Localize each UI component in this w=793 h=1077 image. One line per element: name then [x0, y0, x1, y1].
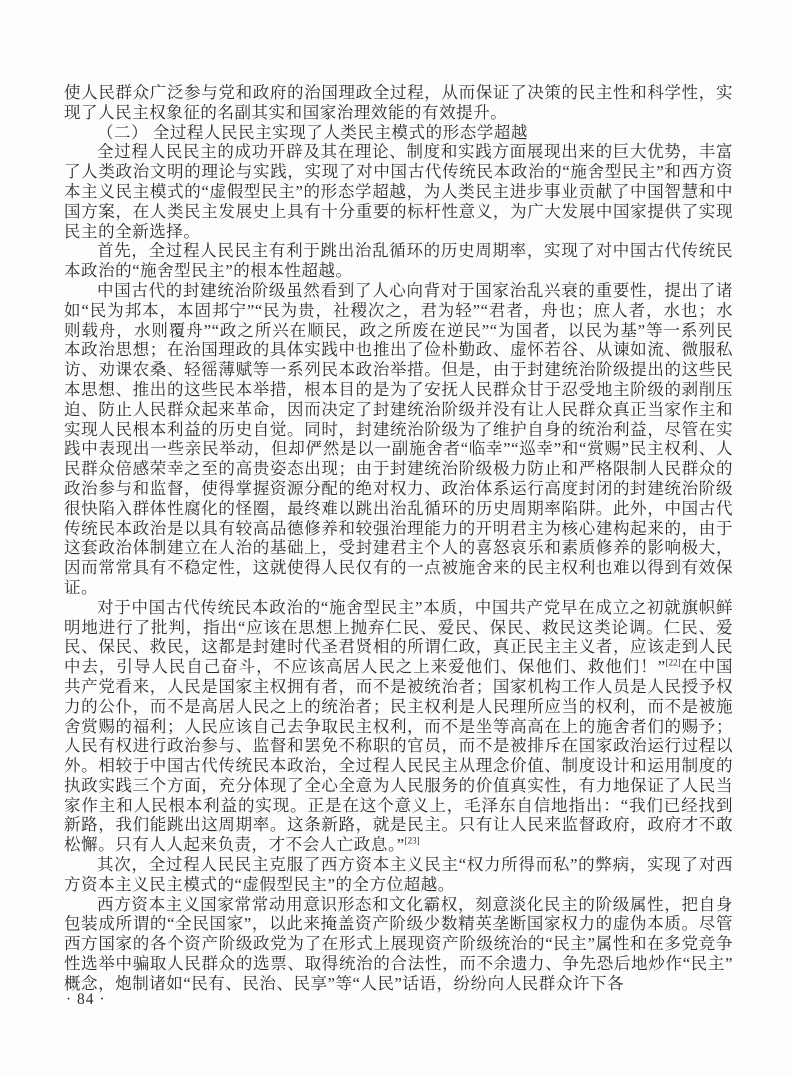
paragraph: 全过程人民民主的成功开辟及其在理论、制度和实践方面展现出来的巨大优势，丰富了人类政治文明的理论与实践，实现了对中国古代传统民本政治的“施舍型民主”和西方资本主义民主模式的“虚假型民主”的形态学超越，为人类民主进步事业贡献了中国智慧和中国方案，在人类民主发展史上具有十分重要的标杆性意义，为广大发展中国家提供了实现民主的全新选择。: [64, 142, 733, 241]
paragraph: 对于中国古代传统民本政治的“施舍型民主”本质，中国共产党早在成立之初就旗帜鲜明地进行了批判，指出“应该在思想上抛弃仁民、爱民、保民、救民这类论调。仁民、爱民、保民、救民，这都是封建时代圣君贤相的所谓仁政，真正民主主义者，应该走到人民中去，引导人民自己奋斗，不应该高居人民之上来爱他们、保他们、救他们！”[22]在中国共产党看来，人民是国家主权拥有者，而不是被统治者；国家机构工作人员是人民授予权力的公仆，而不是高居人民之上的统治者；民主权利是人民理所应当的权利，而不是被施舍赏赐的福利；人民应该自己去争取民主权利，而不是坐等高高在上的施舍者们的赐予；人民有权进行政治参与、监督和罢免不称职的官员，而不是被排斥在国家政治运行过程以外。相较于中国古代传统民本政治，全过程人民民主从理念价值、制度设计和运用制度的执政实践三个方面，充分体现了全心全意为人民服务的价值真实性，有力地保证了人民当家作主和人民根本利益的实现。正是在这个意义上，毛泽东自信地指出：“我们已经找到新路，我们能跳出这周期率。这条新路，就是民主。只有让人民来监督政府，政府才不敢松懈。只有人人起来负责，才不会人亡政息。”[23]: [64, 597, 733, 855]
page-number: · 84 ·: [66, 991, 106, 1008]
document-body: [64, 83, 733, 994]
paragraph: 西方资本主义国家常常动用意识形态和文化霸权，刻意淡化民主的阶级属性，把自身包装成所谓的“全民国家”，以此来掩盖资产阶级少数精英垄断国家权力的虚伪本质。尽管西方国家的各个资产阶级政党为了在形式上展现资产阶级统治的“民主”属性和在多党竞争性选举中骗取人民群众的选票、取得统治的合法性，而不余遗力、争先恐后地炒作“民主”概念，炮制诸如“民有、民治、民享”等“人民”话语，纷纷向人民群众许下各: [64, 894, 733, 993]
footnote-ref: [23]: [404, 835, 420, 846]
section-heading: （二） 全过程人民民主实现了人类民主模式的形态学超越: [97, 122, 528, 142]
paragraph: 中国古代的封建统治阶级虽然看到了人心向背对于国家治乱兴衰的重要性，提出了诸如“民为邦本，本固邦宁”“民为贵，社稷次之，君为轻”“君者，舟也；庶人者，水也；水则载舟，水则覆舟”“政之所兴在顺民，政之所废在逆民”“为国者，以民为基”等一系列民本政治思想；在治国理政的具体实践中也推出了俭朴勤政、虚怀若谷、从谏如流、微服私访、劝课农桑、轻徭薄赋等一系列民本政治举措。但是，由于封建统治阶级提出的这些民本思想、推出的这些民本举措，根本目的是为了安抚人民群众甘于忍受地主阶级的剥削压迫、防止人民群众起来革命，因而决定了封建统治阶级并没有让人民群众真正当家作主和实现人民根本利益的历史自觉。同时，封建统治阶级为了维护自身的统治利益，尽管在实践中表现出一些亲民举动，但却俨然是以一副施舍者“临幸”“巡幸”和“赏赐”民主权利、人民群众倍感荣幸之至的高贵姿态出现；由于封建统治阶级极力防止和严格限制人民群众的政治参与和监督，使得掌握资源分配的绝对权力、政治体系运行高度封闭的封建统治阶级很快陷入群体性腐化的怪圈，最终难以跳出治乱循环的历史周期率陷阱。此外，中国古代传统民本政治是以具有较高品德修养和较强治理能力的开明君主为核心建构起来的，由于这套政治体制建立在人治的基础上，受封建君主个人的喜怒哀乐和素质修养的影响极大，因而常常具有不稳定性，这就使得人民仅有的一点被施舍来的民主权利也难以得到有效保证。: [64, 280, 733, 597]
footnote-ref: [22]: [665, 657, 681, 668]
paragraph: 其次，全过程人民民主克服了西方资本主义民主“权力所得而私”的弊病，实现了对西方资本主义民主模式的“虚假型民主”的全方位超越。: [64, 855, 733, 894]
paragraph: 首先，全过程人民民主有利于跳出治乱循环的历史周期率，实现了对中国古代传统民本政治的“施舍型民主”的根本性超越。: [64, 241, 733, 281]
paragraph-continuation: 使人民群众广泛参与党和政府的治国理政全过程，从而保证了决策的民主性和科学性，实现了人民主权象征的名副其实和国家治理效能的有效提升。: [64, 83, 733, 122]
